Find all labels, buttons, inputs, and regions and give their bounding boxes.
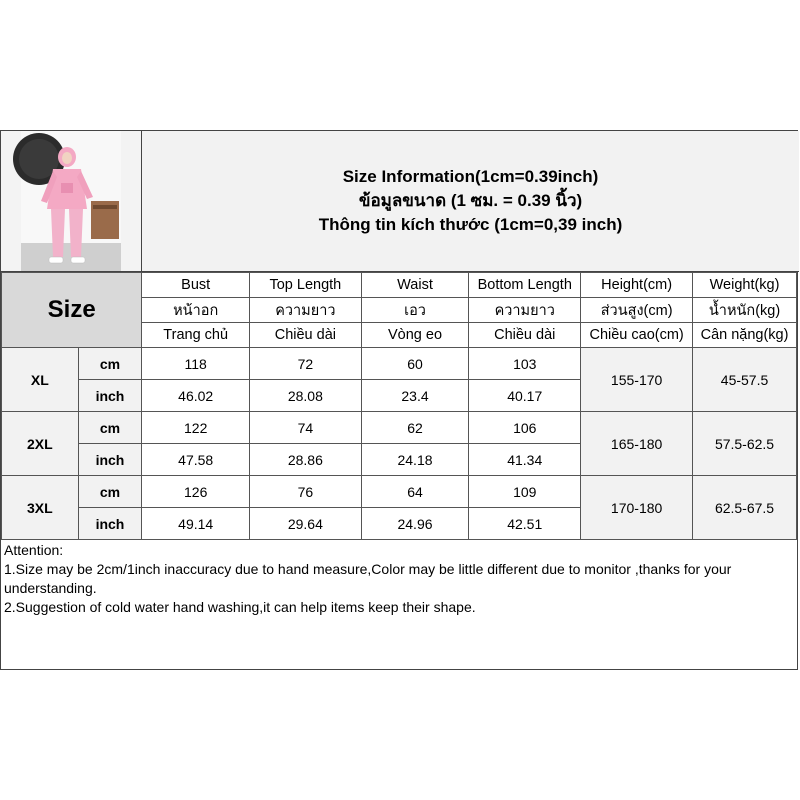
col-header-height-vi: Chiều cao(cm) (581, 323, 693, 348)
cell-value: 74 (250, 412, 362, 444)
col-header-weight-th: น้ำหนัก(kg) (693, 298, 797, 323)
table-row (2, 412, 797, 444)
cell-value: 28.86 (250, 444, 362, 476)
attention-note-1-cont: understanding. (4, 580, 97, 596)
col-header-bottom-length-en: Bottom Length (469, 273, 581, 298)
cell-value: 29.64 (250, 508, 362, 540)
cell-value: 103 (469, 348, 581, 380)
weight-range: 45-57.5 (693, 348, 797, 412)
cell-value: 126 (142, 476, 250, 508)
col-header-waist-th: เอว (361, 298, 469, 323)
col-header-weight-en: Weight(kg) (693, 273, 797, 298)
cell-value: 72 (250, 348, 362, 380)
cell-value: 64 (361, 476, 469, 508)
col-header-weight-vi: Cân nặng(kg) (693, 323, 797, 348)
cell-value: 62 (361, 412, 469, 444)
col-header-bust-en: Bust (142, 273, 250, 298)
table-row (2, 348, 797, 380)
cell-value: 76 (250, 476, 362, 508)
attention-notes (4, 541, 794, 617)
cell-value: 47.58 (142, 444, 250, 476)
size-table (1, 272, 797, 540)
col-header-waist-vi: Vòng eo (361, 323, 469, 348)
title-vietnamese: Thông tin kích thước (1cm=0,39 inch) (318, 215, 623, 234)
table-row (2, 476, 797, 508)
attention-note-1: 1.Size may be 2cm/1inch inaccuracy due to hand measure,Color may be little different due to monitor ,thanks for your (4, 561, 732, 577)
unit-cm: cm (78, 412, 142, 444)
cell-value: 118 (142, 348, 250, 380)
cell-value: 42.51 (469, 508, 581, 540)
weight-range: 57.5-62.5 (693, 412, 797, 476)
size-header: Size (2, 273, 142, 348)
col-header-bust-th: หน้าอก (142, 298, 250, 323)
cell-value: 109 (469, 476, 581, 508)
cell-value: 49.14 (142, 508, 250, 540)
cell-value: 122 (142, 412, 250, 444)
cell-value: 23.4 (361, 380, 469, 412)
cell-value: 60 (361, 348, 469, 380)
col-header-top-length-vi: Chiều dài (250, 323, 362, 348)
col-header-bust-vi: Trang chủ (142, 323, 250, 348)
col-header-top-length-en: Top Length (250, 273, 362, 298)
title-english: Size Information(1cm=0.39inch) (342, 167, 599, 186)
size-2xl-label: 2XL (2, 412, 79, 476)
col-header-bottom-length-vi: Chiều dài (469, 323, 581, 348)
attention-note-2: 2.Suggestion of cold water hand washing,it can help items keep their shape. (4, 599, 476, 615)
col-header-height-th: ส่วนสูง(cm) (581, 298, 693, 323)
size-3xl-label: 3XL (2, 476, 79, 540)
height-range: 165-180 (581, 412, 693, 476)
unit-inch: inch (78, 444, 142, 476)
unit-cm: cm (78, 476, 142, 508)
col-header-waist-en: Waist (361, 273, 469, 298)
col-header-top-length-th: ความยาว (250, 298, 362, 323)
size-xl-label: XL (2, 348, 79, 412)
cell-value: 24.96 (361, 508, 469, 540)
pink-raincoat-model-illustration (1, 131, 142, 272)
cell-value: 106 (469, 412, 581, 444)
attention-heading: Attention: (4, 542, 64, 558)
cell-value: 28.08 (250, 380, 362, 412)
height-range: 155-170 (581, 348, 693, 412)
cell-value: 24.18 (361, 444, 469, 476)
col-header-height-en: Height(cm) (581, 273, 693, 298)
cell-value: 46.02 (142, 380, 250, 412)
size-information-title (142, 131, 799, 272)
cell-value: 41.34 (469, 444, 581, 476)
unit-inch: inch (78, 380, 142, 412)
unit-cm: cm (78, 348, 142, 380)
cell-value: 40.17 (469, 380, 581, 412)
size-chart-sheet (0, 130, 798, 670)
unit-inch: inch (78, 508, 142, 540)
product-photo (1, 131, 142, 272)
title-thai: ข้อมูลขนาด (1 ซม. = 0.39 นิ้ว) (358, 191, 583, 210)
weight-range: 62.5-67.5 (693, 476, 797, 540)
col-header-bottom-length-th: ความยาว (469, 298, 581, 323)
height-range: 170-180 (581, 476, 693, 540)
